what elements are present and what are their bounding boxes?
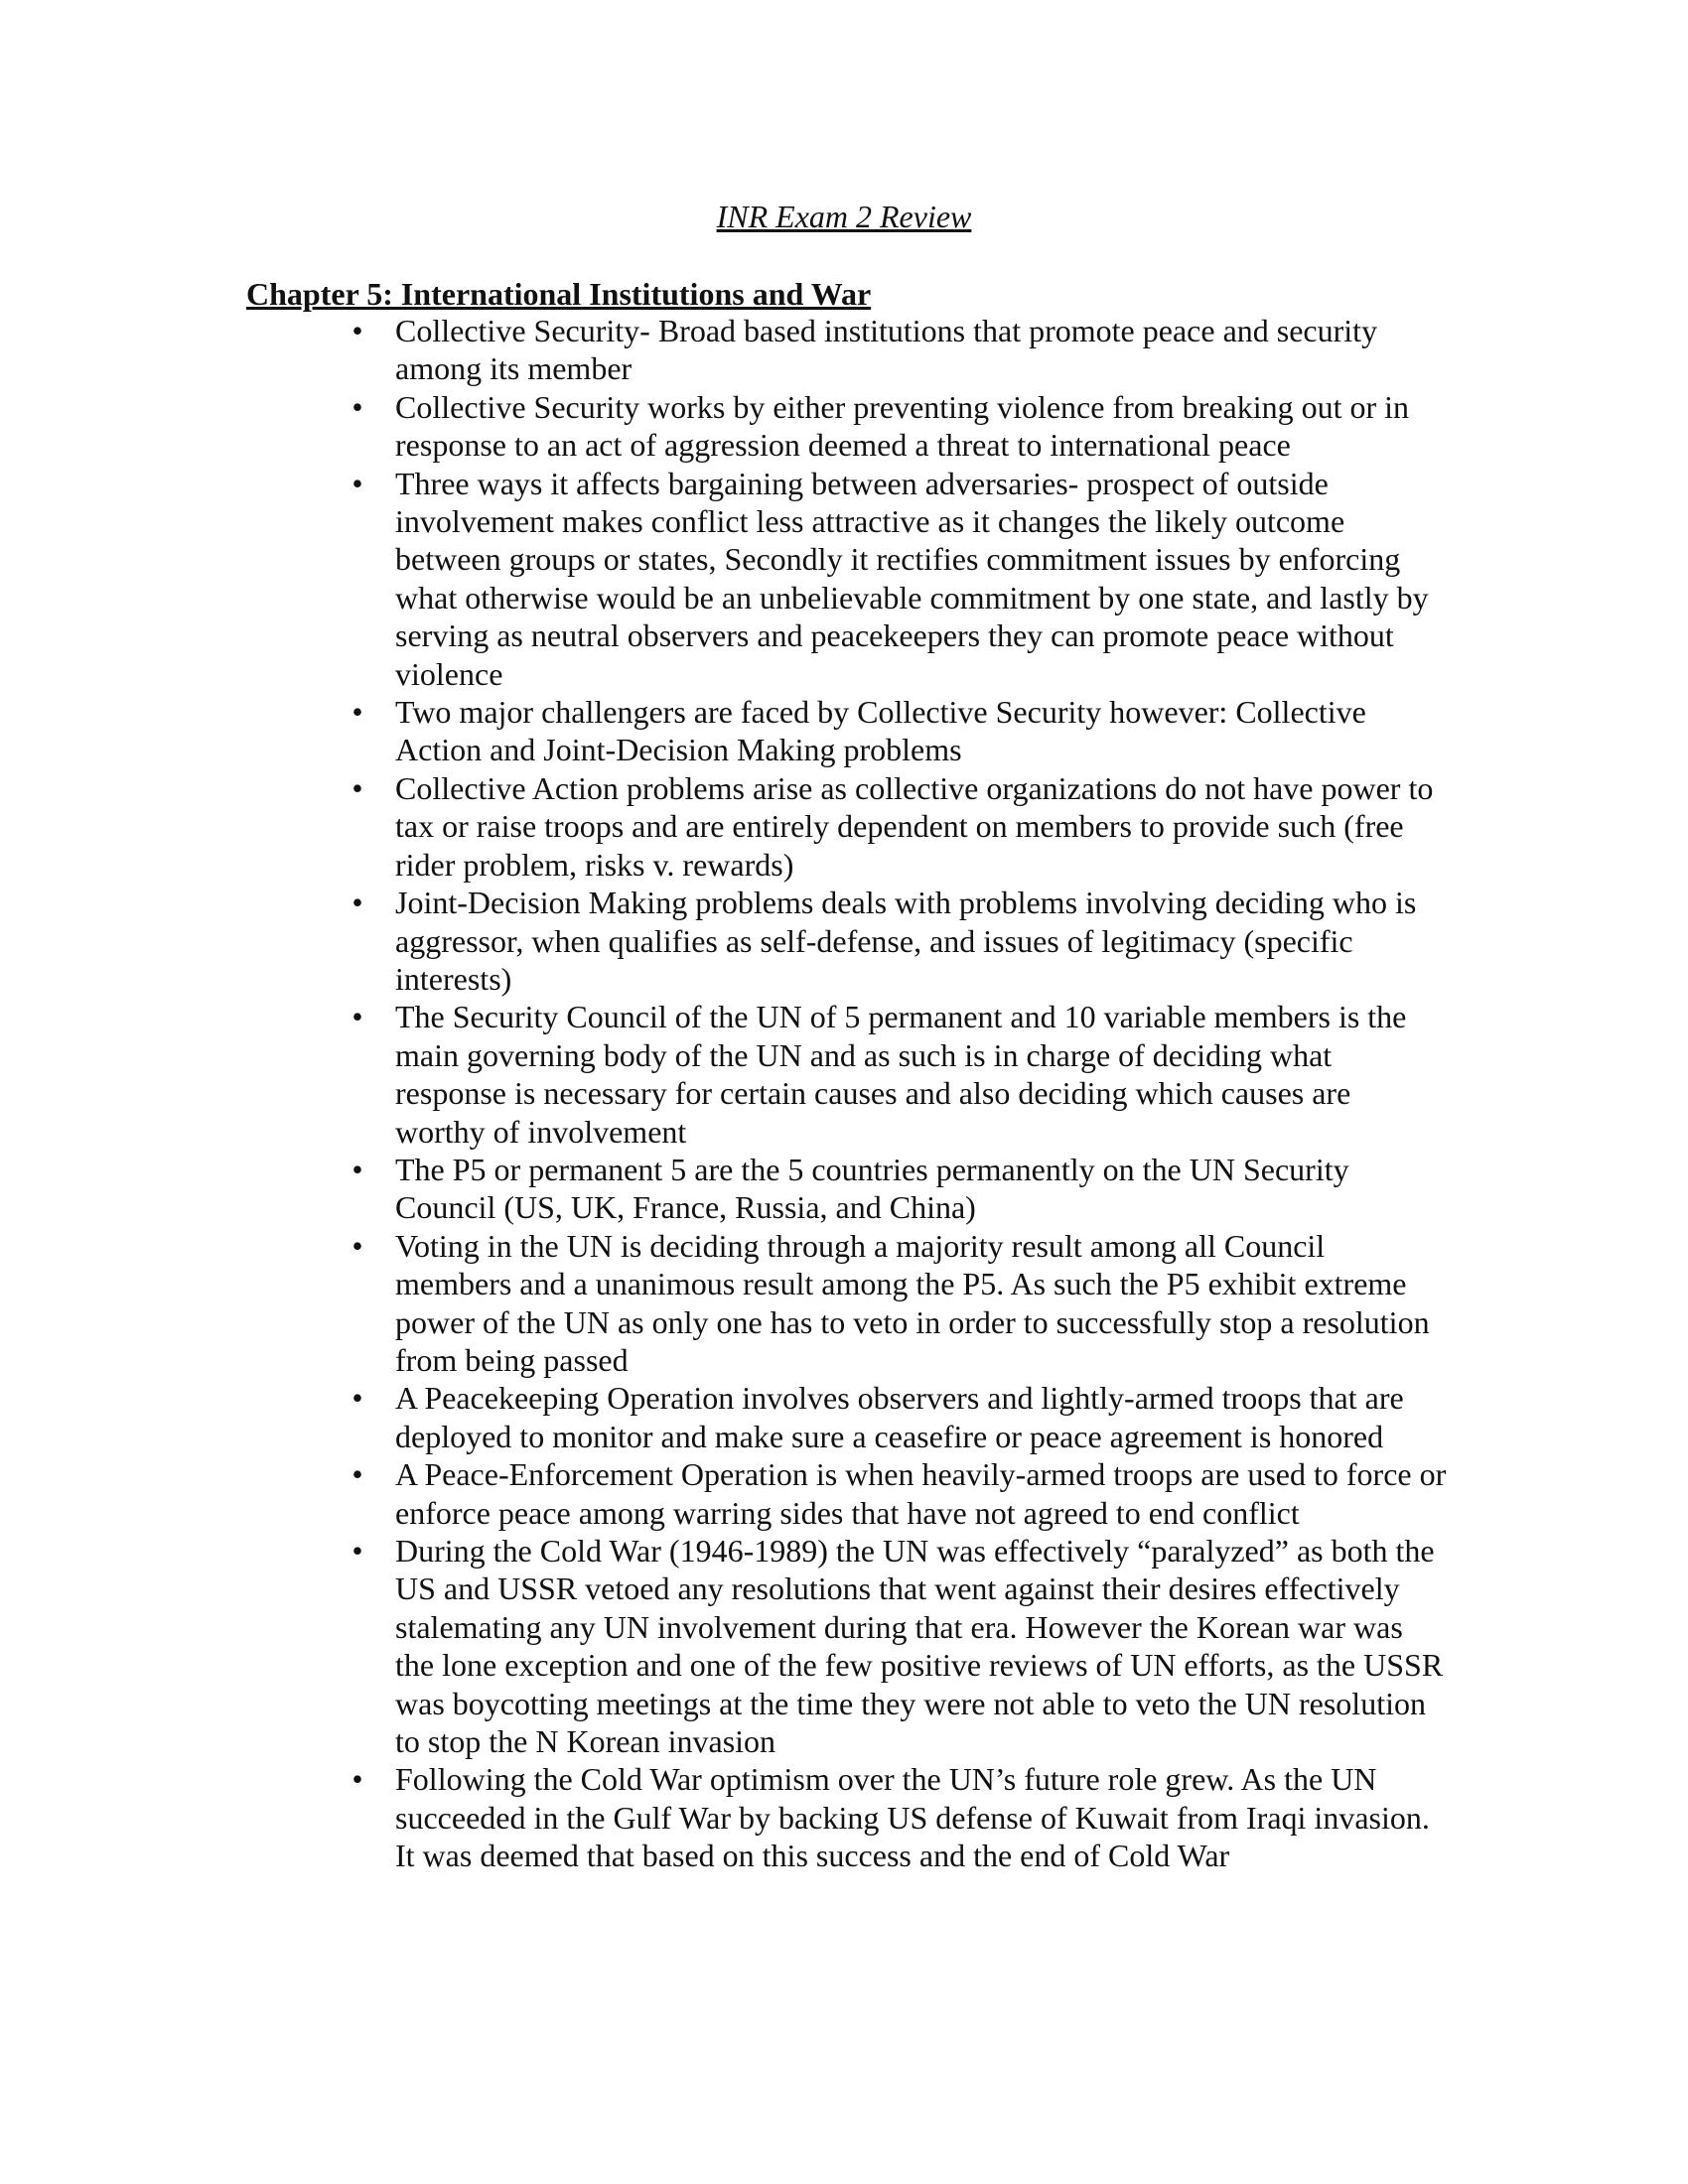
bullet-text: A Peacekeeping Operation involves observers and lightly-armed troops that are deployed to monitor and make sure a ceasefire or peace agreement is honored	[395, 1380, 1404, 1454]
bullet-item	[0, 1455, 1688, 1532]
bullet-text: Three ways it affects bargaining between adversaries- prospect of outside involvement makes conflict less attractive as it changes the likely outcome between groups or states, Secondly it rectifies commitment issues by enforcing what otherwise would be an unbelievable commitment by one state, and lastly by serving as neutral observers and peacekeepers they can promote peace without violence	[395, 465, 1429, 692]
bullet-mark: •	[352, 1151, 363, 1187]
bullet-mark: •	[352, 1533, 363, 1569]
bullet-mark: •	[352, 1761, 363, 1798]
bullet-list	[0, 312, 1688, 1875]
bullet-item	[0, 1227, 1688, 1380]
bullet-text: Following the Cold War optimism over the UN’s future role grew. As the UN succeeded in the Gulf War by backing US defense of Kuwait from Iraqi invasion. It was deemed that based on this success and the end of Cold War	[395, 1761, 1430, 1874]
bullet-text: Collective Action problems arise as collective organizations do not have power to tax or raise troops and are entirely dependent on members to provide such (free rider problem, risks v. rewards)	[395, 769, 1434, 883]
bullet-item	[0, 769, 1688, 884]
bullet-item	[0, 693, 1688, 769]
bullet-item	[0, 312, 1688, 388]
bullet-item	[0, 1151, 1688, 1227]
bullet-mark: •	[352, 1380, 363, 1417]
bullet-item	[0, 884, 1688, 998]
bullet-text: Voting in the UN is deciding through a majority result among all Council members and a unanimous result among the P5. As such the P5 exhibit extreme power of the UN as only one has to veto in order to successfully stop a resolution from being passed	[395, 1227, 1430, 1378]
bullet-item	[0, 1379, 1688, 1455]
bullet-text: The Security Council of the UN of 5 permanent and 10 variable members is the main governing body of the UN and as such is in charge of deciding what response is necessary for certain causes and also deciding which causes are worthy of involvement	[395, 999, 1407, 1150]
bullet-mark: •	[352, 694, 363, 731]
bullet-text: A Peace-Enforcement Operation is when heavily-armed troops are used to force or enforce peace among warring sides that have not agreed to end conflict	[395, 1456, 1447, 1531]
document-title: INR Exam 2 Review	[716, 199, 972, 234]
bullet-mark: •	[352, 313, 363, 348]
bullet-mark: •	[352, 999, 363, 1035]
bullet-mark: •	[352, 1456, 363, 1493]
bullet-mark: •	[352, 388, 363, 425]
bullet-mark: •	[352, 885, 363, 921]
bullet-mark: •	[352, 1227, 363, 1264]
bullet-text: Joint-Decision Making problems deals with problems involving deciding who is aggressor, when qualifies as self-defense, and issues of legitimacy (specific interests)	[395, 885, 1417, 997]
section-heading: Chapter 5: International Institutions and War	[246, 276, 872, 312]
bullet-item	[0, 998, 1688, 1151]
bullet-item	[0, 388, 1688, 465]
bullet-text: The P5 or permanent 5 are the 5 countries permanently on the UN Security Council (US, UK, France, Russia, and China)	[395, 1151, 1349, 1226]
bullet-item	[0, 1532, 1688, 1760]
bullet-text: During the Cold War (1946-1989) the UN was effectively “paralyzed” as both the US and USSR vetoed any resolutions that went against their desires effectively stalemating any UN involvement during that era. However the Korean war was the lone exception and one of the few positive reviews of UN efforts, as the USSR was boycotting meetings at the time they were not able to veto the UN resolution to stop the N Korean invasion	[395, 1533, 1444, 1760]
bullet-text: Collective Security works by either preventing violence from breaking out or in response to an act of aggression deemed a threat to international peace	[395, 388, 1410, 464]
bullet-text: Two major challengers are faced by Collective Security however: Collective Action and Joint-Decision Making problems	[395, 694, 1366, 768]
bullet-mark: •	[352, 465, 363, 501]
bullet-item	[0, 465, 1688, 693]
bullet-mark: •	[352, 769, 363, 806]
bullet-text: Collective Security- Broad based institutions that promote peace and security among its member	[395, 313, 1378, 387]
bullet-item	[0, 1760, 1688, 1874]
